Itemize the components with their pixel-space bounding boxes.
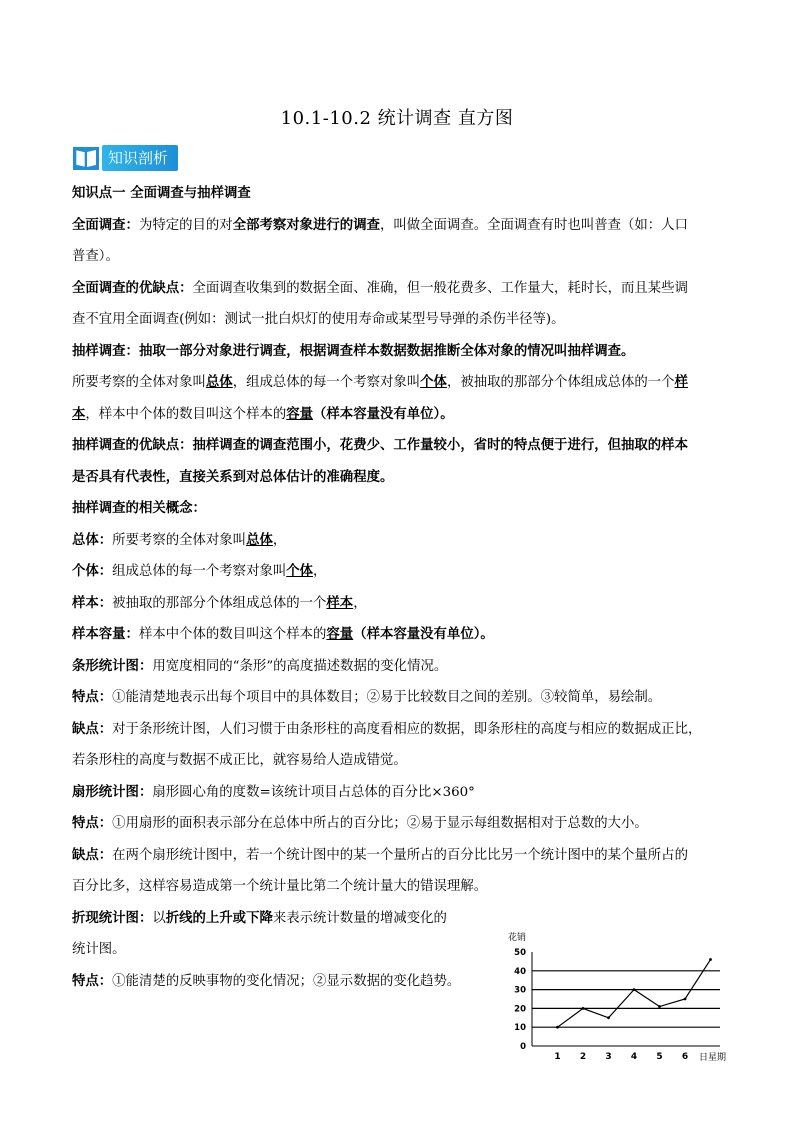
pie-chart-feature: [72, 808, 724, 840]
text: ，叫做全面调查。全面调查有时也叫普查（如：人口: [379, 217, 688, 233]
data-point: [658, 1005, 661, 1008]
underlined-term: 本: [72, 405, 86, 422]
y-axis-label: 花销: [508, 933, 527, 943]
bar-chart-def: [72, 651, 724, 683]
y-tick-label: 30: [514, 985, 526, 996]
x-axis-label: 日星期: [698, 1053, 726, 1063]
concepts-heading: 抽样调查的相关概念：: [72, 500, 206, 516]
y-tick-label: 50: [514, 948, 526, 958]
term: 样本容量：: [72, 626, 139, 642]
underlined-term: 个体: [420, 374, 447, 390]
text: 全面调查收集到的数据全面、准确，但一般花费多、工作量大，耗时长，而且某些调: [192, 280, 688, 296]
text: 所要考察的全体对象叫: [72, 375, 206, 390]
y-tick-label: 40: [514, 966, 526, 977]
line-chart-def-cont: 统计图。: [72, 942, 126, 957]
x-tick-label: 5: [656, 1052, 663, 1062]
full-survey-def: [72, 210, 724, 242]
text: 组成总体的每一个考察对象叫: [112, 564, 287, 579]
text: 以: [152, 910, 166, 926]
pie-chart-defect: [72, 840, 724, 872]
term: 全面调查：: [72, 216, 139, 233]
data-point: [684, 998, 687, 1001]
series-line: [558, 960, 711, 1028]
line-chart-svg: [498, 928, 728, 1068]
underlined-term: 总体: [246, 531, 273, 548]
term: 缺点：: [72, 720, 113, 737]
full-survey-def-cont: 普查）。: [72, 249, 119, 264]
underlined-term: 个体: [286, 563, 314, 579]
data-point: [709, 958, 712, 961]
pie-chart-def: [72, 777, 724, 809]
bar-chart-defect-cont: 若条形柱的高度与数据不成正比，就容易给人造成错觉。: [72, 753, 407, 768]
term: 个体：: [72, 563, 113, 579]
text: （样本容量没有单位）。: [353, 626, 494, 642]
term: 条形统计图：: [72, 657, 153, 674]
text: 为特定的目的对: [138, 217, 233, 233]
concept-sample: [72, 588, 724, 620]
y-tick-label: 0: [520, 1042, 526, 1052]
y-tick-label: 20: [514, 1004, 526, 1015]
text: ，: [353, 595, 367, 611]
data-point: [582, 1007, 585, 1010]
x-tick-label: 6: [681, 1052, 689, 1062]
sample-survey-pros: [72, 430, 724, 462]
full-survey-pros-cont: 查不宜用全面调查(例如：测试一批白炽灯的使用寿命或某型号导弹的杀伤半径等)。: [72, 312, 565, 327]
text: ①能清楚地表示出每个项目中的具体数目；②易于比较数目之间的差别。③较简单，易绘制。: [112, 690, 662, 705]
underlined-term: 样本: [326, 594, 354, 611]
text: ，: [272, 532, 287, 548]
text: 扇形圆心角的度数=该统计项目占总体的百分比×360°: [152, 784, 475, 800]
text: 抽样调查的调查范围小，花费少、工作量较小，省时的特点便于进行，但抽取的样本: [192, 437, 688, 453]
text: （样本容量没有单位）。: [313, 405, 454, 422]
text: ，被抽取的那部分个体组成总体的一个: [446, 375, 675, 390]
document-body: [72, 178, 724, 997]
text: ①用扇形的面积表示部分在总体中所占的百分比；②易于显示每组数据相对于总数的大小。: [112, 816, 648, 831]
section-heading: 知识点一 全面调查与抽样调查: [72, 185, 251, 201]
text: ，: [313, 564, 327, 579]
term: 全面调查的优缺点：: [72, 279, 193, 296]
text: 在两个扇形统计图中，若一个统计图中的某一个量所占的百分比比另一个统计图中的某个量所占的: [112, 847, 688, 863]
emphasis: 折线的上升或下降: [165, 909, 273, 926]
line-chart: [498, 928, 728, 1068]
text: ，组成总体的每一个考察对象叫: [232, 375, 421, 390]
underlined-term: 容量: [326, 626, 354, 642]
term: 特点：: [72, 815, 113, 831]
term: 样本：: [72, 594, 113, 611]
page-title: 10.1-10.2 统计调查 直方图: [280, 108, 514, 129]
term: 特点：: [72, 689, 113, 705]
x-tick-label: 2: [579, 1052, 587, 1062]
term: 折现统计图：: [72, 909, 153, 926]
sample-survey-def: [72, 336, 724, 368]
full-survey-pros: [72, 273, 724, 305]
section-badge-label: 知识剖析: [102, 145, 178, 171]
concept-capacity: [72, 619, 724, 651]
term: 抽样调查：: [72, 342, 139, 359]
text: 抽取一部分对象进行调查，根据调查样本数据数据推断全体对象的情况叫抽样调查。: [138, 342, 635, 359]
x-tick-label: 3: [605, 1052, 612, 1062]
text: 被抽取的那部分个体组成总体的一个: [112, 595, 327, 611]
x-tick-label: 1: [554, 1052, 561, 1062]
pie-chart-defect-cont: 百分比多，这样容易造成第一个统计量比第二个统计量大的错误理解。: [72, 879, 488, 894]
text: ①能清楚的反映事物的变化情况；②显示数据的变化趋势。: [112, 973, 461, 989]
text: 用宽度相同的“条形”的高度描述数据的变化情况。: [152, 658, 448, 674]
x-tick-label: 4: [630, 1052, 638, 1062]
population-line-cont: [72, 399, 724, 431]
bar-chart-defect: [72, 714, 724, 746]
concept-individual: [72, 556, 724, 588]
sample-survey-pros-cont: 是否具有代表性，直接关系到对总体估计的准确程度。: [72, 468, 394, 485]
term: 抽样调查的优缺点：: [72, 437, 193, 453]
bar-chart-feature: [72, 682, 724, 714]
text: 对于条形统计图，人们习惯于由条形柱的高度看相应的数据，即条形柱的高度与相应的数据成正比，: [112, 721, 702, 737]
data-point: [556, 1026, 559, 1029]
section-badge: [72, 144, 178, 172]
text: 样本中个体的数目叫这个样本的: [138, 627, 327, 642]
text: 所要考察的全体对象叫: [112, 532, 247, 548]
term: 特点：: [72, 972, 113, 989]
term: 缺点：: [72, 846, 113, 863]
book-icon: [72, 144, 100, 172]
data-point: [607, 1016, 610, 1019]
text: ，样本中个体的数目叫这个样本的: [85, 406, 287, 422]
underlined-term: 容量: [286, 405, 314, 422]
underlined-term: 总体: [205, 374, 233, 390]
term: 总体：: [72, 531, 113, 548]
y-tick-label: 10: [514, 1023, 526, 1034]
text: 来表示统计数量的增减变化的: [272, 910, 447, 926]
term: 扇形统计图：: [72, 783, 153, 800]
data-point: [633, 988, 636, 991]
population-line: [72, 367, 724, 399]
emphasis: 全部考察对象进行的调查: [232, 216, 380, 233]
concept-population: [72, 525, 724, 557]
underlined-term: 样: [674, 374, 688, 390]
